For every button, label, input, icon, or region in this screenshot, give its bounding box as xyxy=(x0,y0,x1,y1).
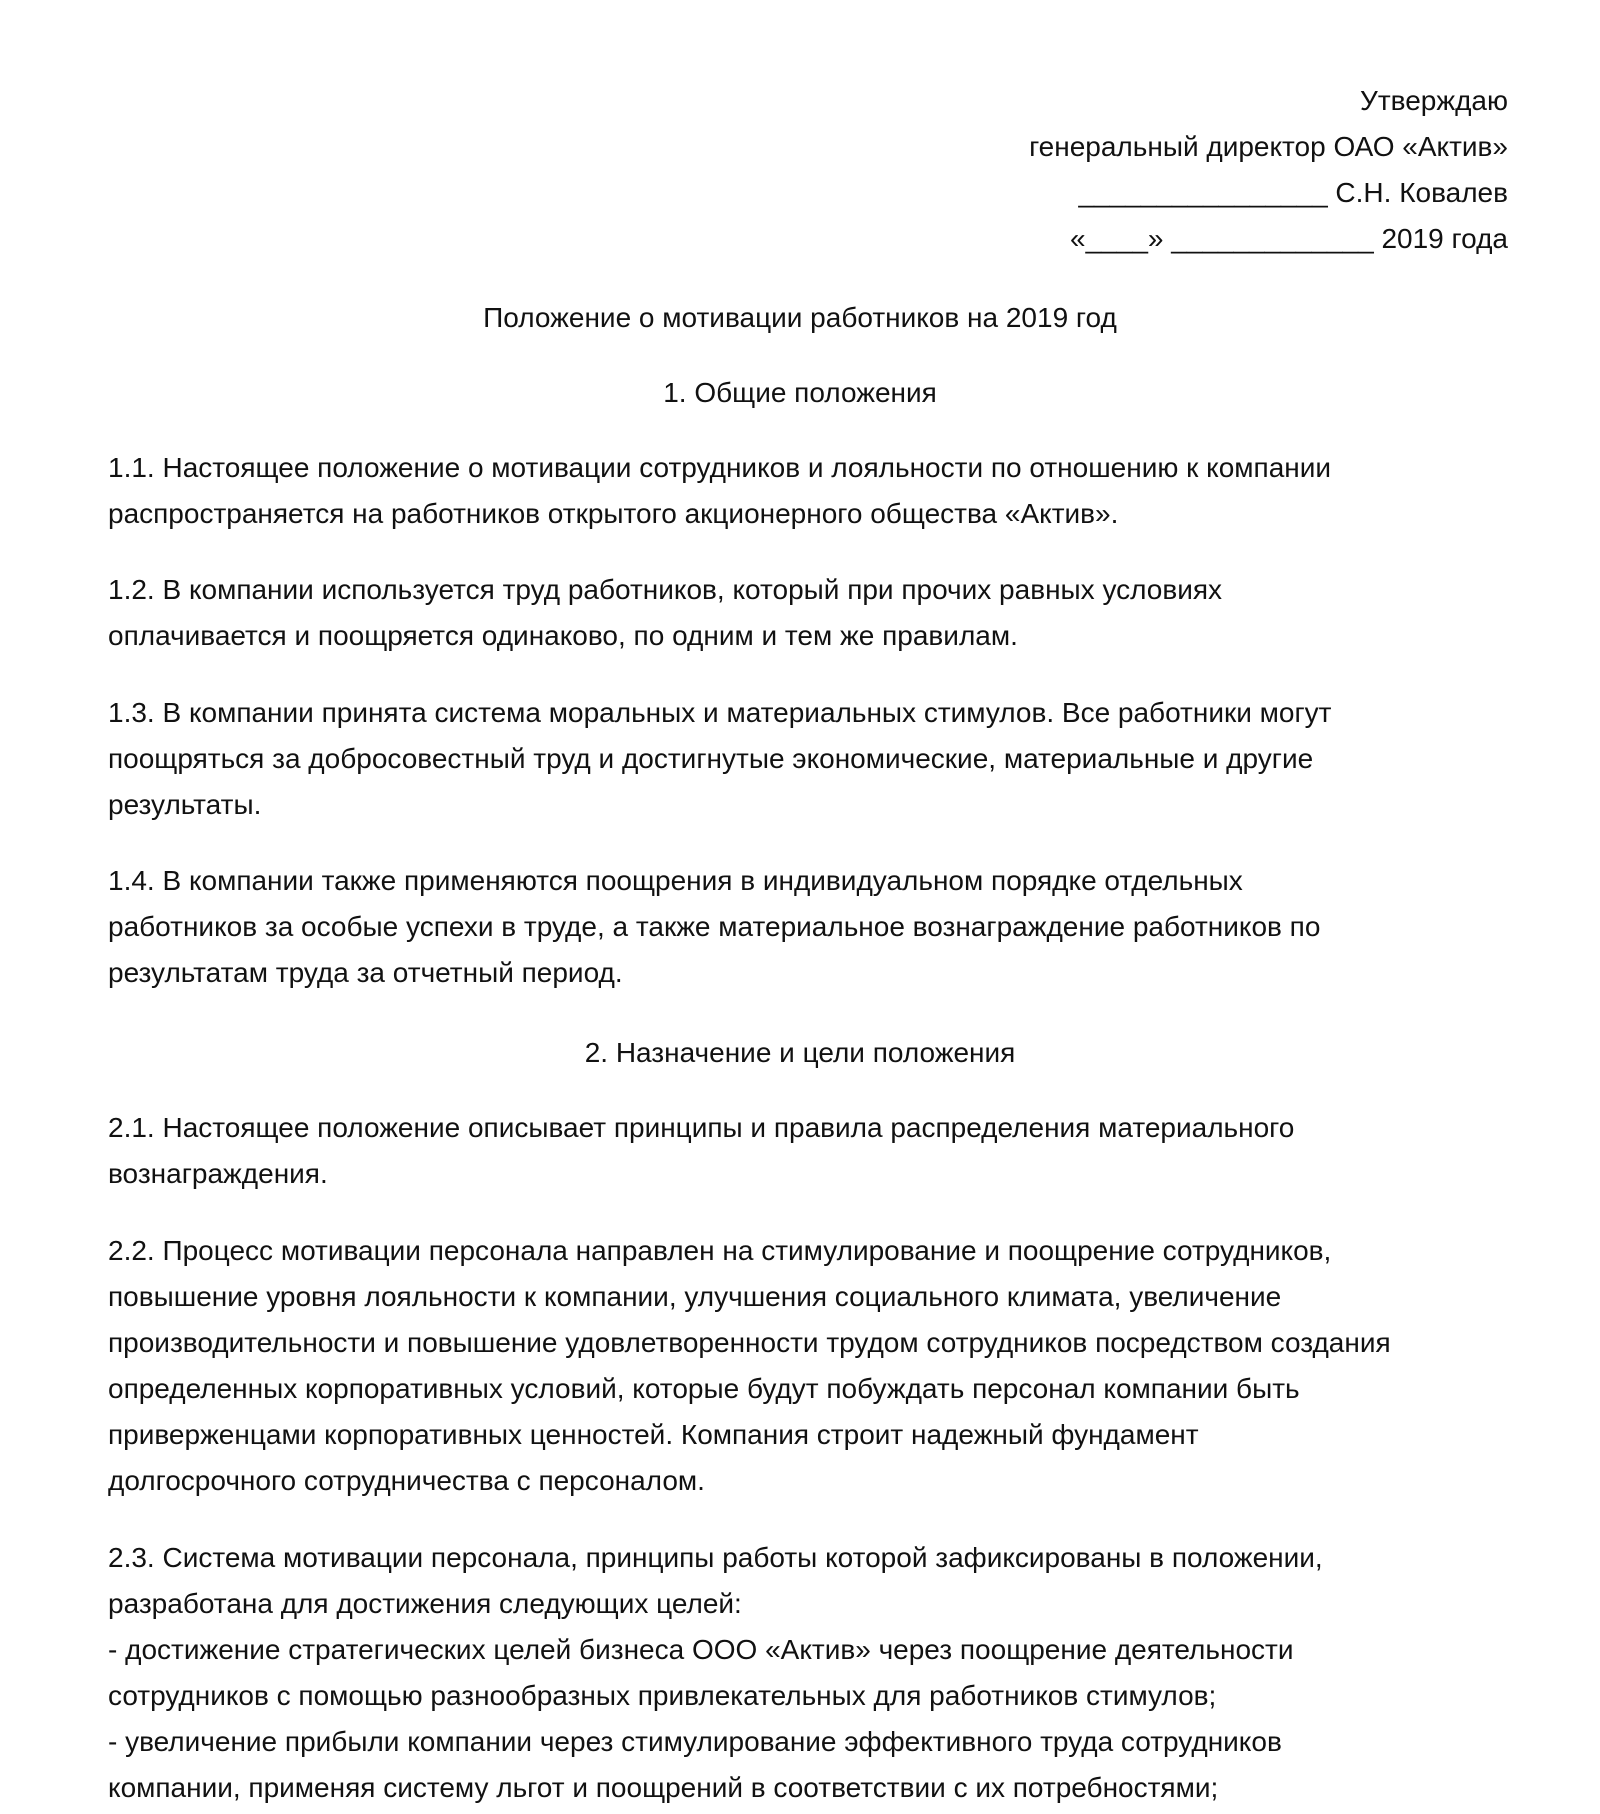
paragraph-line: 1.1. Настоящее положение о мотивации сотрудников и лояльности по отношению к компании xyxy=(108,452,1332,483)
goal-list-item-continued: компании, применяя систему льгот и поощрений в соответствии с их потребностями; xyxy=(108,1772,1219,1803)
paragraph-line: определенных корпоративных условий, которые будут побуждать персонал компании быть xyxy=(108,1373,1300,1404)
paragraph-1-2 xyxy=(108,567,1528,659)
paragraph-line: 2.2. Процесс мотивации персонала направлен на стимулирование и поощрение сотрудников, xyxy=(108,1235,1332,1266)
approval-block xyxy=(808,78,1508,262)
paragraph-line: разработана для достижения следующих целей: xyxy=(108,1588,742,1619)
section-1-heading: 1. Общие положения xyxy=(663,377,937,408)
paragraph-line: 1.2. В компании используется труд работников, который при прочих равных условиях xyxy=(108,574,1223,605)
paragraph-line: вознаграждения. xyxy=(108,1158,328,1189)
paragraph-1-1 xyxy=(108,445,1528,537)
approver-position: генеральный директор ОАО «Актив» xyxy=(1029,131,1508,162)
section-2-heading: 2. Назначение и цели положения xyxy=(584,1037,1016,1068)
document-title: Положение о мотивации работников на 2019 год xyxy=(483,302,1117,333)
paragraph-line: повышение уровня лояльности к компании, улучшения социального климата, увеличение xyxy=(108,1281,1282,1312)
goal-list-item: - достижение стратегических целей бизнеса ООО «Актив» через поощрение деятельности xyxy=(108,1634,1294,1665)
paragraph-line: результатам труда за отчетный период. xyxy=(108,957,623,988)
paragraph-2-1 xyxy=(108,1105,1528,1197)
paragraph-2-2 xyxy=(108,1228,1528,1504)
approver-signature-line: ________________ С.Н. Ковалев xyxy=(1078,177,1508,208)
paragraph-1-4 xyxy=(108,858,1528,996)
paragraph-line: работников за особые успехи в труде, а также материальное вознаграждение работников по xyxy=(108,911,1321,942)
paragraph-line: результаты. xyxy=(108,789,262,820)
paragraph-line: долгосрочного сотрудничества с персоналом. xyxy=(108,1465,705,1496)
paragraph-line: распространяется на работников открытого акционерного общества «Актив». xyxy=(108,498,1119,529)
paragraph-line: 2.1. Настоящее положение описывает принципы и правила распределения материального xyxy=(108,1112,1295,1143)
paragraph-line: поощряться за добросовестный труд и достигнутые экономические, материальные и другие xyxy=(108,743,1314,774)
paragraph-line: 1.3. В компании принята система моральных и материальных стимулов. Все работники могут xyxy=(108,697,1332,728)
goal-list-item-continued: сотрудников с помощью разнообразных привлекательных для работников стимулов; xyxy=(108,1680,1217,1711)
approval-heading: Утверждаю xyxy=(1360,85,1508,116)
approval-date-line: «____» _____________ 2019 года xyxy=(1070,223,1508,254)
goal-list-item: - увеличение прибыли компании через стимулирование эффективного труда сотрудников xyxy=(108,1726,1282,1757)
paragraph-line: приверженцами корпоративных ценностей. Компания строит надежный фундамент xyxy=(108,1419,1199,1450)
paragraph-2-3 xyxy=(108,1535,1528,1811)
paragraph-1-3 xyxy=(108,690,1528,828)
paragraph-line: 1.4. В компании также применяются поощрения в индивидуальном порядке отдельных xyxy=(108,865,1243,896)
paragraph-line: производительности и повышение удовлетворенности трудом сотрудников посредством создания xyxy=(108,1327,1391,1358)
paragraph-line: 2.3. Система мотивации персонала, принципы работы которой зафиксированы в положении, xyxy=(108,1542,1323,1573)
paragraph-line: оплачивается и поощряется одинаково, по одним и тем же правилам. xyxy=(108,620,1018,651)
